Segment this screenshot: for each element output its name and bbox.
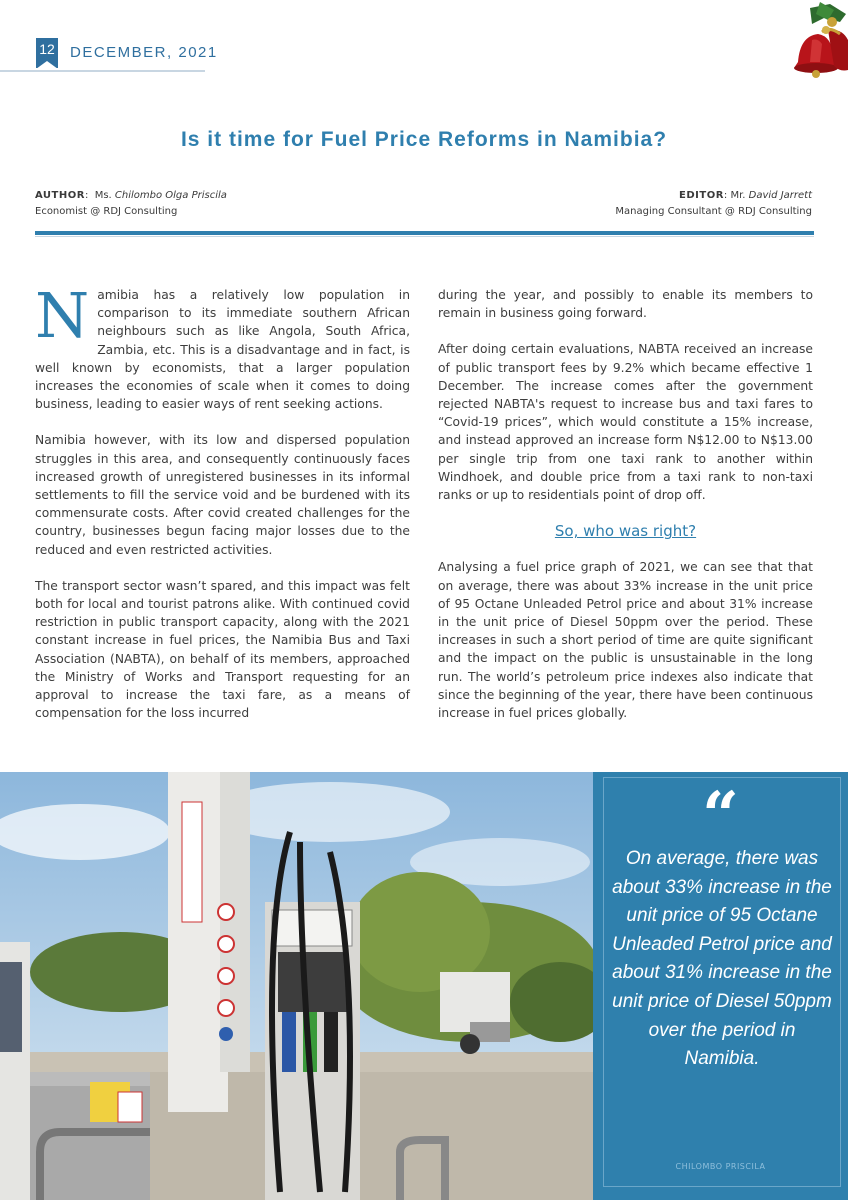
page-number-badge [36, 38, 58, 68]
editor-name: David Jarrett [748, 190, 812, 201]
header-divider [0, 70, 205, 72]
drop-cap: N [35, 279, 90, 352]
section-subheading: So, who was right? [554, 522, 697, 541]
quote-mark-icon: “ [702, 778, 739, 853]
credits-divider-thin [35, 236, 814, 237]
author-role: Economist @ RDJ Consulting [35, 206, 178, 217]
credits-divider [35, 231, 814, 235]
author-credit: AUTHOR: Ms. Chilombo Olga Priscila Economist @ RDJ Consulting [35, 188, 227, 220]
paragraph-analysis: Analysing a fuel price graph of 2021, we can see that that on average, there was about 33% increase in the unit price of 95 Octane Unleaded Petrol price and about 31% increase in the unit price of Diesel 50ppm over the period. These increases in such a short period of time are quite significant and the impact on the public is unsustainable in the long run. The world’s petroleum price indexes also indicate that since the beginning of the year, there have been continuous increase in fuel prices globally. [438, 560, 813, 721]
paragraph-continuation: during the year, and possibly to enable its members to remain in business going forward. [438, 288, 813, 321]
fuel-station-photo [0, 772, 593, 1200]
paragraph-intro [35, 279, 410, 413]
paragraph-nabta: After doing certain evaluations, NABTA received an increase of public transport fees by 9.2% which became effective 1 December. The increase comes after the government rejected NABTA's request to increase bus and taxi fares to “Covid-19 prices”, which would constitute a 15% increase, and instead approved an increase form N$12.00 to N$13.00 per single trip from one taxi rank to another within Windhoek, and double price from a taxi rank to non-taxi ranks or up to residentials point of drop off. [438, 342, 813, 503]
article-column-right [438, 286, 813, 740]
author-name: Chilombo Olga Priscila [114, 190, 227, 201]
pull-quote-attribution: CHILOMBO PRISCILA [675, 1162, 766, 1171]
author-label: AUTHOR [35, 190, 85, 201]
christmas-bells-icon [790, 0, 848, 92]
article-title: Is it time for Fuel Price Reforms in Namibia? [180, 128, 668, 151]
article-column-left [35, 279, 410, 740]
issue-date: DECEMBER, 2021 [70, 44, 218, 61]
pull-quote-text: On average, there was about 33% increase in the unit price of 95 Octane Unleaded Petrol price and about 31% increase in the unit price of Diesel 50ppm over the period in Namibia. [612, 848, 832, 1070]
editor-label: EDITOR [679, 190, 724, 201]
author-prefix: Ms. [94, 190, 112, 201]
editor-credit: EDITOR: Mr. David Jarrett Managing Consultant @ RDJ Consulting [615, 188, 812, 220]
paragraph-intro-text: amibia has a relatively low population in comparison to its immediate southern African neighbours such as like Angola, South Africa, Zambia, etc. This is a disadvantage and in fact, is well known by economists, that a larger population increases the economies of scale when it comes to doing business, leading to easier ways of rent seeking actions. [35, 288, 410, 412]
paragraph-transport: The transport sector wasn’t spared, and this impact was felt both for local and tourist patrons alike. With continued covid restriction in public transport capacity, along with the 2021 constant increase in fuel prices, the Namibia Bus and Taxi Association (NABTA), on behalf of its members, approached the Ministry of Works and Transport requesting for an approval to increase the taxi fare, as a means of compensation for the loss incurred [35, 578, 410, 721]
editor-role: Managing Consultant @ RDJ Consulting [615, 206, 812, 217]
page-number: 12 [39, 41, 55, 57]
paragraph-population: Namibia however, with its low and dispersed population struggles in this area, and consequently continuously faces increased growth of unregistered businesses in its informal settlements to fill the service void and be burdened with its commensurate costs. After covid created challenges for the country, businesses begun facing major losses due to the reduced and even restricted activities. [35, 433, 410, 557]
editor-prefix: Mr. [730, 190, 746, 201]
